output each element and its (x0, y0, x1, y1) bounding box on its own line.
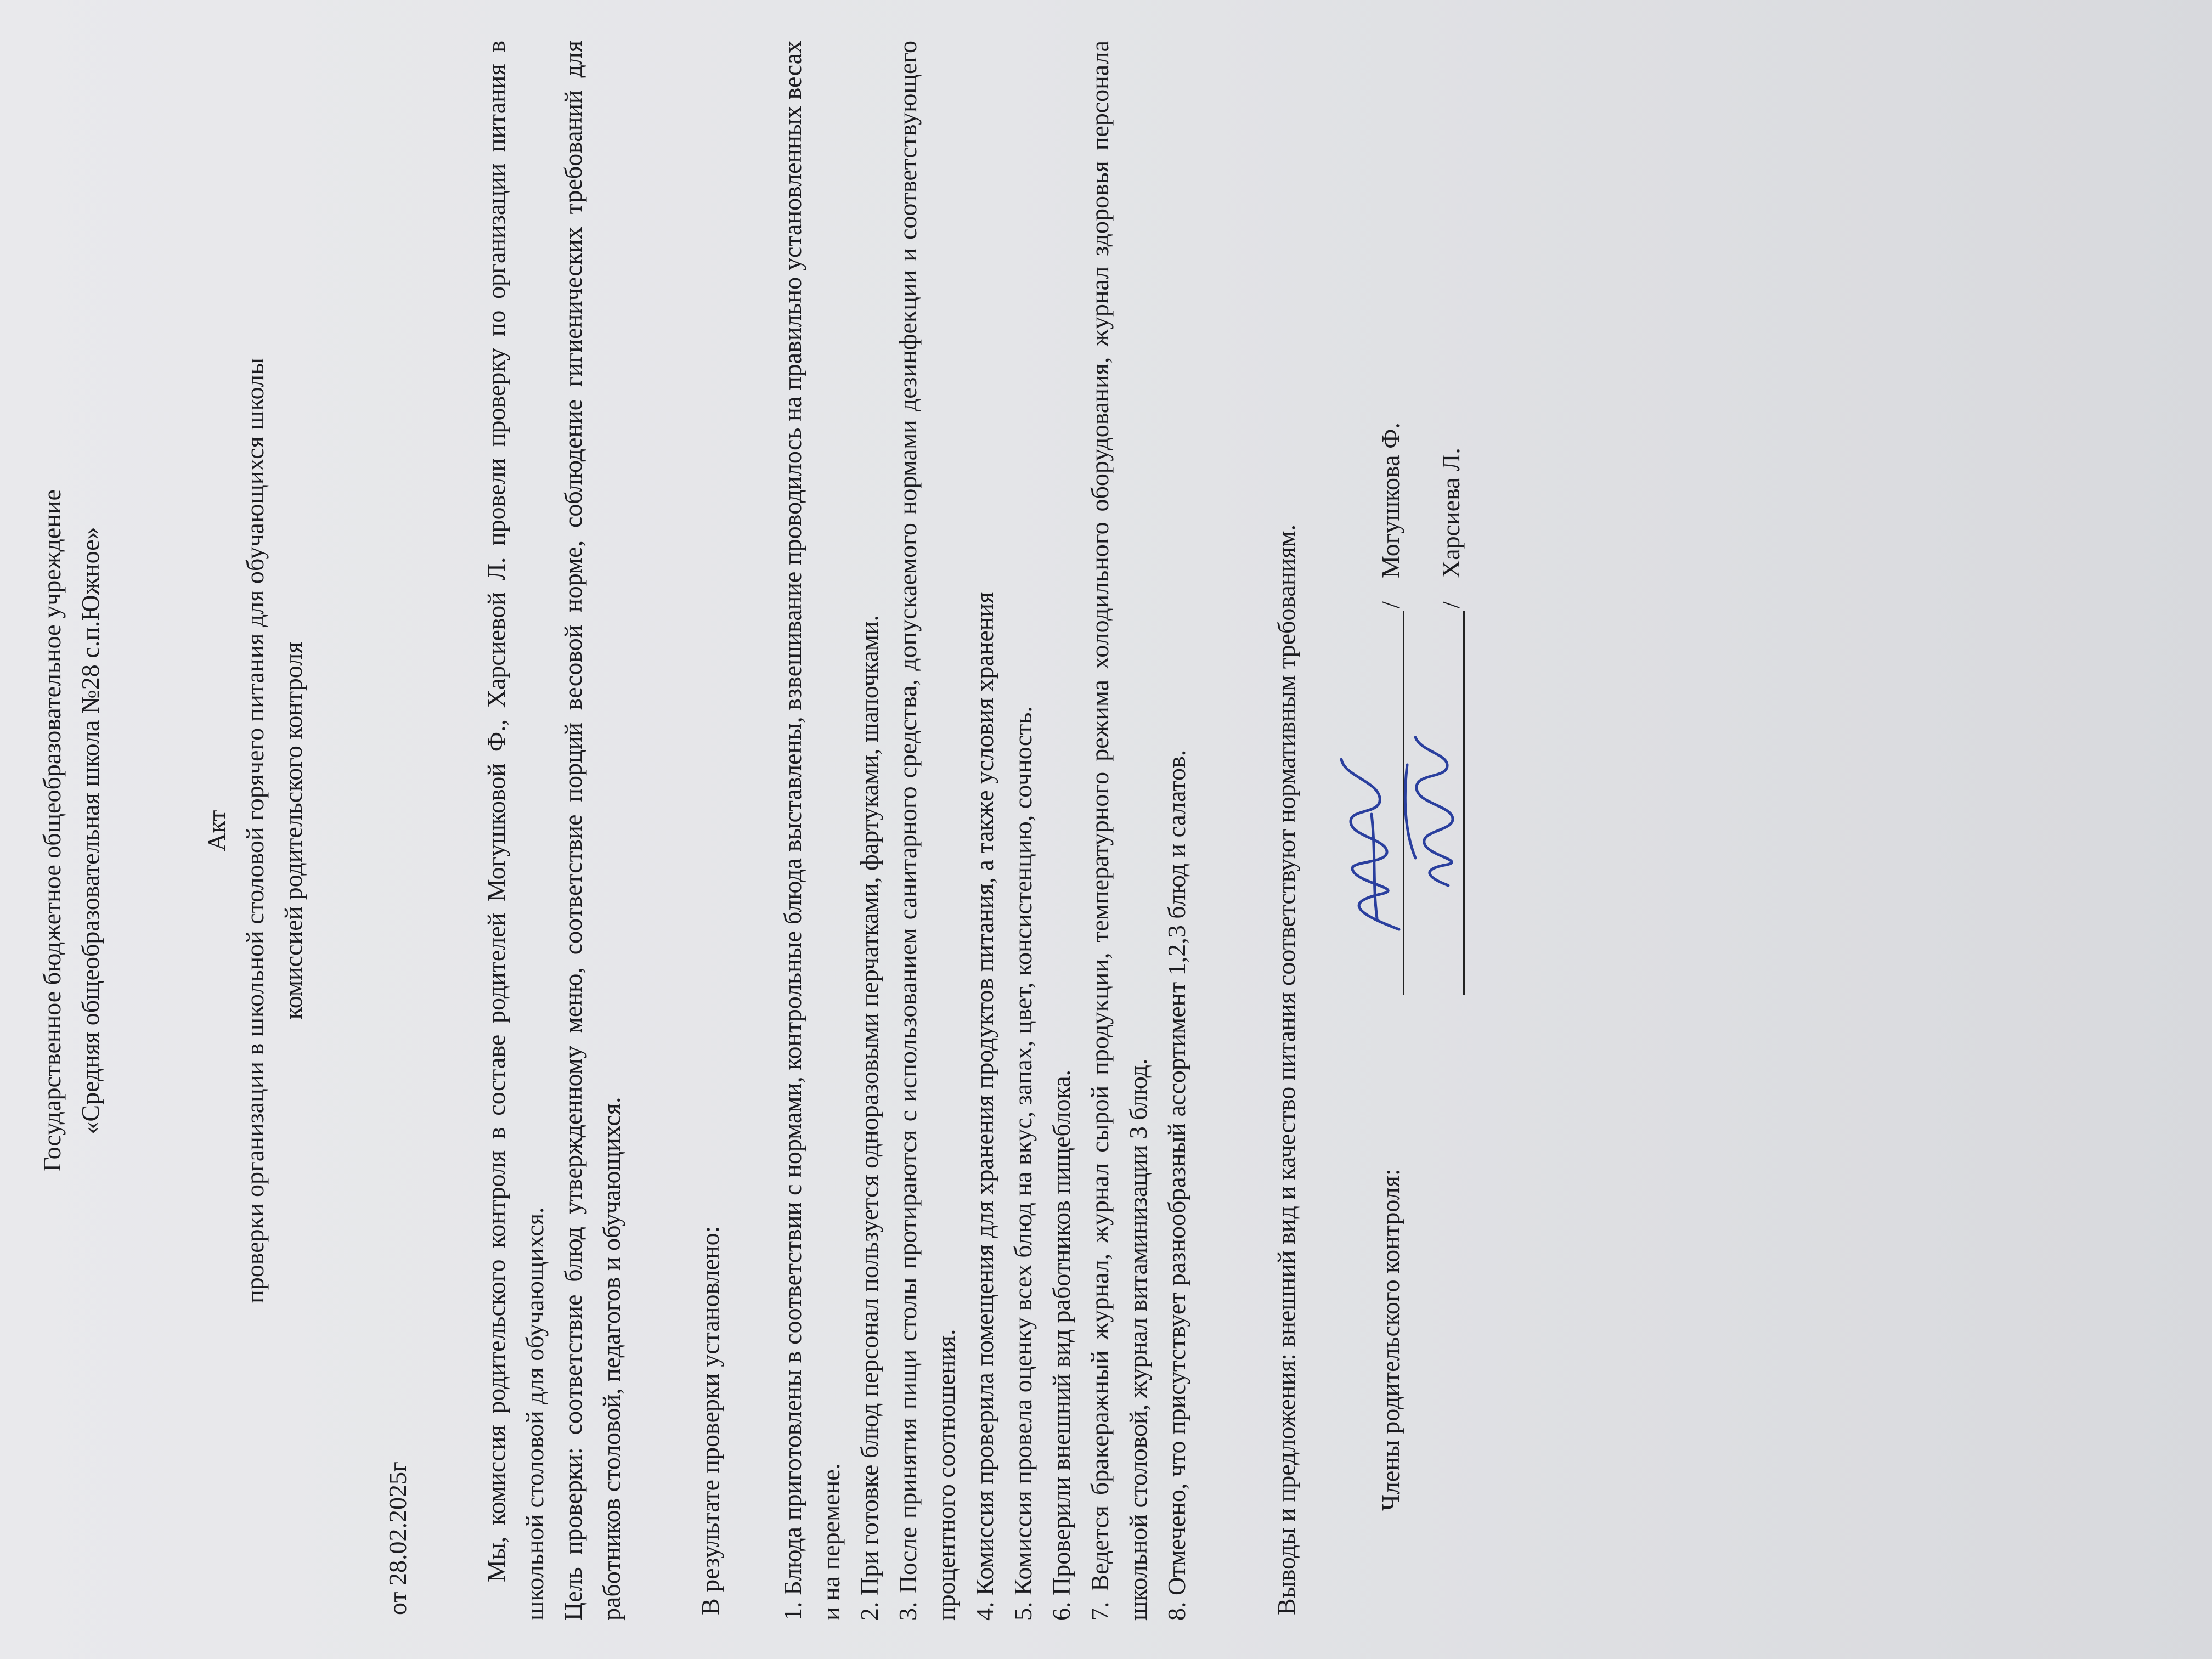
finding-item: 1. Блюда приготовлены в соответствии с нормами, контрольные блюда выставлены, взвешивание проводилось на правильно установленных весах и на перемене. (778, 41, 845, 1621)
signature-block (1372, 41, 1503, 1621)
handwritten-signature-2 (1383, 611, 1476, 995)
act-title (198, 41, 313, 1621)
results-heading: В результате проверки установлено: (696, 1226, 724, 1615)
act-date: от 28.02.2025г (383, 1462, 411, 1615)
act-subject-line-2: комиссией родительского контроля (279, 641, 307, 1020)
finding-item: 3. После принятия пищи столы протираются с использованием санитарного средства, допускаемого нормами дезинфекции и соответствующего процентного соотношения. (894, 41, 960, 1621)
act-subject-line-1: проверки организации в школьной столовой горячего питания для обучающихся школы (241, 358, 269, 1304)
finding-item: 7. Ведется бракеражный журнал, журнал сырой продукции, температурного режима холодильного оборудования, журнал здоровья персонала школьной столовой, журнал витаминизации 3 блюд. (1086, 41, 1152, 1621)
finding-item: 6. Проверили внешний вид работников пищеблока. (1047, 1069, 1075, 1621)
member-name: Харсиева Л. (1437, 448, 1465, 578)
document-body (33, 41, 1503, 1621)
finding-item: 8. Отмечено, что присутствует разнообразный ассортимент 1,2,3 блюд и салатов. (1163, 749, 1190, 1621)
signature-label: Члены родительского контроля: (1376, 1169, 1404, 1511)
finding-item: 2. При готовке блюд персонал пользуется одноразовыми перчатками, фартуками, шапочками. (855, 615, 883, 1621)
school-name: «Средняя общеобразовательная школа №28 с.п.Южное» (76, 527, 104, 1135)
findings-list (774, 41, 1196, 1621)
act-heading: Акт (202, 810, 230, 851)
finding-item: 4. Комиссия проверила помещения для хранения продуктов питания, а также условия хранения (970, 591, 998, 1621)
member-name: Могушкова Ф. (1376, 422, 1404, 578)
signature-line (1463, 611, 1465, 995)
commission-paragraph: Мы, комиссия родительского контроля в составе родителей Могушковой Ф., Харсиевой Л. провели проверку по организации питания в школьной столовой для обучающихся. (482, 41, 549, 1621)
inspection-goal: Цель проверки: соответствие блюд утвержденному меню, соответствие порций весовой норме, соблюдение гигиенических требований для работников столовой, педагогов и обучающихся. (559, 41, 625, 1621)
document-header (33, 41, 110, 1621)
institution-name: Государственное бюджетное общеобразовательное учреждение (38, 489, 66, 1172)
finding-item: 5. Комиссия провела оценку всех блюд на вкус, запах, цвет, консистенцию, сочность. (1009, 706, 1037, 1621)
conclusion-text: Выводы и предложения: внешний вид и качество питания соответствуют нормативным требованиям. (1272, 524, 1300, 1615)
signature-separator: / (1376, 601, 1404, 608)
signature-separator: / (1437, 601, 1465, 608)
